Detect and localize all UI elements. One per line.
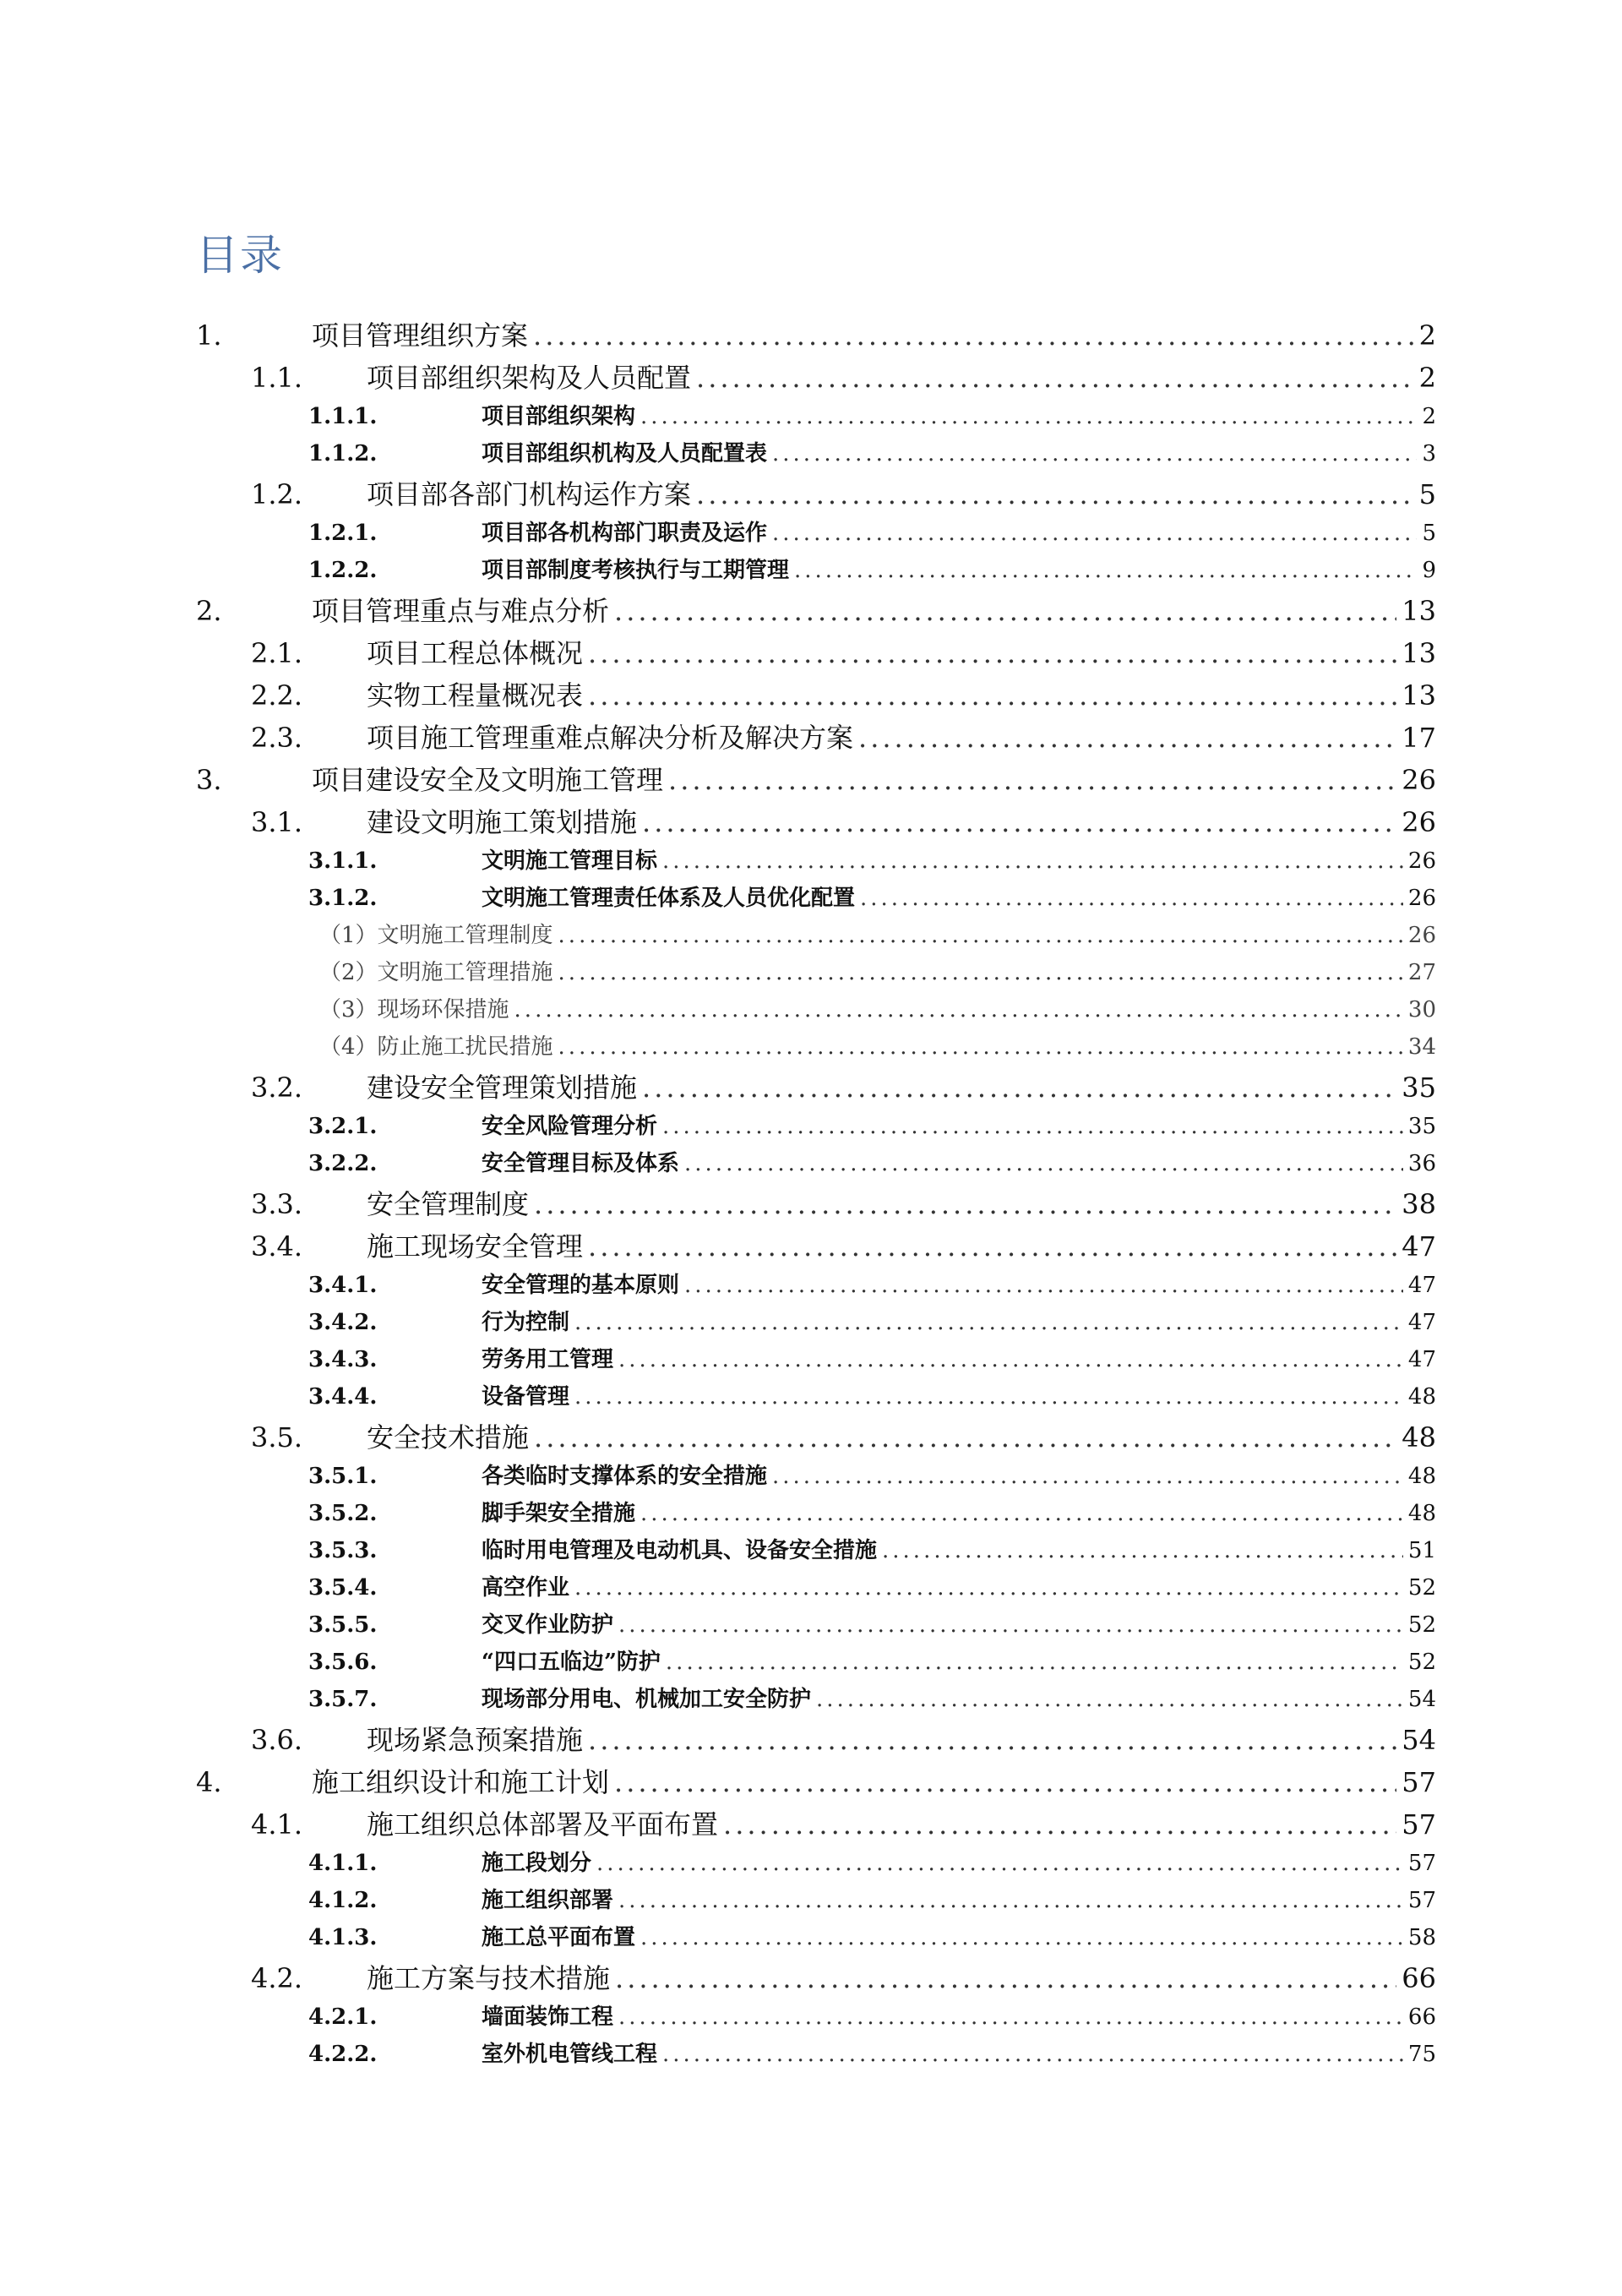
toc-entry-number: 4.	[196, 1766, 222, 1798]
toc-entry-number: 3.4.4.	[308, 1384, 378, 1410]
toc-entry-label: 安全技术措施	[367, 1421, 530, 1453]
toc-entry[interactable]	[308, 1533, 1436, 1564]
toc-entry[interactable]	[319, 992, 1436, 1023]
toc-entry-label: （1）文明施工管理制度	[319, 923, 553, 948]
dot-leader	[558, 923, 1403, 948]
toc-entry-label: 施工总平面布置	[482, 1925, 636, 1950]
toc-entry[interactable]	[308, 1570, 1436, 1601]
dot-leader	[662, 1114, 1403, 1139]
toc-entry-label: 项目管理重点与难点分析	[312, 595, 610, 627]
dot-leader	[640, 1925, 1403, 1950]
toc-entry[interactable]	[196, 314, 1436, 353]
dot-leader	[666, 1650, 1403, 1675]
toc-entry-label: 项目工程总体概况	[367, 637, 584, 669]
toc-entry[interactable]	[251, 1066, 1436, 1105]
toc-entry-number: 1.2.1.	[308, 521, 378, 546]
dot-leader	[534, 1421, 1396, 1453]
toc-entry[interactable]	[308, 436, 1436, 467]
toc-entry-number: 2.3.	[251, 722, 303, 754]
toc-entry[interactable]	[251, 1803, 1436, 1842]
toc-entry-label: 室外机电管线工程	[482, 2042, 658, 2067]
toc-entry-page-number: 35	[1402, 1072, 1436, 1104]
toc-entry-number: 3.2.2.	[308, 1151, 378, 1176]
toc-entry-label: 施工方案与技术措施	[367, 1962, 611, 1994]
toc-entry-label: 实物工程量概况表	[367, 679, 584, 712]
toc-entry[interactable]	[308, 1682, 1436, 1713]
toc-entry-number: 1.	[196, 319, 222, 352]
toc-entry[interactable]	[308, 1109, 1436, 1140]
toc-entry-number: 1.2.	[251, 478, 303, 510]
toc-entry-page-number: 2	[1422, 404, 1436, 429]
toc-entry[interactable]	[251, 1719, 1436, 1758]
toc-entry-page-number: 57	[1402, 1808, 1436, 1841]
toc-entry-number: 2.	[196, 595, 222, 627]
dot-leader	[662, 2042, 1403, 2067]
dot-leader	[558, 960, 1403, 985]
dot-leader	[558, 1034, 1403, 1060]
toc-entry-number: 3.4.2.	[308, 1310, 378, 1335]
toc-entry[interactable]	[251, 674, 1436, 713]
toc-entry[interactable]	[308, 1607, 1436, 1639]
toc-entry[interactable]	[308, 2037, 1436, 2068]
toc-entry-number: 3.4.1.	[308, 1273, 378, 1298]
dot-leader	[514, 997, 1403, 1023]
toc-entry-label: 项目建设安全及文明施工管理	[312, 764, 664, 796]
toc-title: 目录	[196, 231, 284, 280]
toc-entry-label: 项目管理组织方案	[312, 319, 529, 352]
toc-entry-number: 4.1.2.	[308, 1888, 378, 1913]
toc-entry-page-number: 66	[1407, 2004, 1436, 2030]
toc-entry-label: 文明施工管理责任体系及人员优化配置	[482, 886, 856, 911]
toc-entry-number: 3.5.	[251, 1421, 303, 1453]
toc-entry-page-number: 27	[1407, 960, 1436, 985]
toc-entry-page-number: 26	[1402, 764, 1436, 796]
toc-entry[interactable]	[308, 1846, 1436, 1877]
dot-leader	[816, 1687, 1403, 1712]
dot-leader	[588, 637, 1396, 669]
toc-entry-page-number: 75	[1407, 2042, 1436, 2067]
dot-leader	[534, 1188, 1396, 1220]
toc-entry[interactable]	[308, 1342, 1436, 1373]
toc-entry[interactable]	[251, 801, 1436, 840]
toc-entry-page-number: 5	[1422, 521, 1436, 546]
dot-leader	[860, 886, 1403, 911]
toc-entry-page-number: 47	[1402, 1230, 1436, 1263]
toc-entry-page-number: 57	[1407, 1888, 1436, 1913]
toc-entry-page-number: 57	[1407, 1851, 1436, 1876]
toc-entry[interactable]	[251, 473, 1436, 512]
toc-entry-label: 劳务用工管理	[482, 1347, 614, 1372]
toc-entry-page-number: 35	[1407, 1114, 1436, 1139]
toc-entry-page-number: 26	[1407, 923, 1436, 948]
toc-entry[interactable]	[308, 1496, 1436, 1527]
toc-entry-label: 施工组织设计和施工计划	[312, 1766, 610, 1798]
toc-entry-label: 施工组织部署	[482, 1888, 614, 1913]
dot-leader	[618, 1347, 1403, 1372]
toc-entry-page-number: 13	[1402, 679, 1436, 712]
toc-entry-page-number: 52	[1407, 1650, 1436, 1675]
dot-leader	[772, 1464, 1403, 1489]
toc-entry-label: 交叉作业防护	[482, 1612, 614, 1638]
toc-entry-label: 各类临时支撑体系的安全措施	[482, 1464, 768, 1489]
dot-leader	[684, 1273, 1403, 1298]
dot-leader	[642, 806, 1396, 838]
dot-leader	[588, 1230, 1396, 1263]
toc-entry-number: 3.5.4.	[308, 1575, 378, 1601]
dot-leader	[882, 1538, 1403, 1563]
dot-leader	[618, 1612, 1403, 1638]
toc-entry-number: 3.5.6.	[308, 1650, 378, 1675]
toc-entry-page-number: 13	[1402, 637, 1436, 669]
toc-entry-label: （2）文明施工管理措施	[319, 960, 553, 985]
toc-entry-page-number: 51	[1407, 1538, 1436, 1563]
dot-leader	[615, 1962, 1396, 1994]
toc-entry-number: 3.1.1.	[308, 848, 378, 874]
toc-entry-page-number: 47	[1407, 1310, 1436, 1335]
toc-entry-page-number: 48	[1407, 1464, 1436, 1489]
toc-entry-number: 4.1.1.	[308, 1851, 378, 1876]
toc-entry-page-number: 48	[1407, 1501, 1436, 1526]
dot-leader	[772, 521, 1417, 546]
toc-entry-page-number: 48	[1402, 1421, 1436, 1453]
toc-entry-label: 安全管理目标及体系	[482, 1151, 680, 1176]
toc-entry-page-number: 9	[1422, 558, 1436, 583]
toc-entry-label: 建设文明施工策划措施	[367, 806, 638, 838]
dot-leader	[858, 722, 1396, 754]
toc-entry-label: 高空作业	[482, 1575, 570, 1601]
dot-leader	[588, 1724, 1396, 1756]
toc-entry[interactable]	[251, 1416, 1436, 1455]
toc-entry-label: 墙面装饰工程	[482, 2004, 614, 2030]
toc-entry-number: 2.2.	[251, 679, 303, 712]
toc-entry-page-number: 3	[1422, 441, 1436, 466]
toc-entry[interactable]	[308, 515, 1436, 547]
toc-entry[interactable]	[308, 1146, 1436, 1177]
toc-entry-label: 现场紧急预案措施	[367, 1724, 584, 1756]
toc-entry-number: 4.1.	[251, 1808, 303, 1841]
toc-entry-page-number: 34	[1407, 1034, 1436, 1060]
toc-entry-page-number: 26	[1407, 886, 1436, 911]
toc-entry-page-number: 54	[1407, 1687, 1436, 1712]
toc-entry-number: 4.1.3.	[308, 1925, 378, 1950]
toc-entry[interactable]	[308, 399, 1436, 430]
toc-entry-page-number: 2	[1418, 319, 1436, 352]
toc-entry-label: “四口五临边”防护	[482, 1650, 661, 1675]
dot-leader	[640, 1501, 1403, 1526]
toc-entry-number: 3.4.	[251, 1230, 303, 1263]
toc-entry-label: 设备管理	[482, 1384, 570, 1410]
toc-entry[interactable]	[251, 1957, 1436, 1996]
toc-entry[interactable]	[319, 955, 1436, 986]
toc-entry-label: 项目部各部门机构运作方案	[367, 478, 692, 510]
toc-entry-label: 安全管理制度	[367, 1188, 530, 1220]
toc-entry-number: 3.5.2.	[308, 1501, 378, 1526]
toc-entry-number: 1.1.1.	[308, 404, 378, 429]
toc-entry[interactable]	[251, 632, 1436, 671]
toc-entry-label: 建设安全管理策划措施	[367, 1072, 638, 1104]
dot-leader	[772, 441, 1417, 466]
dot-leader	[723, 1808, 1396, 1841]
toc-entry[interactable]	[308, 1644, 1436, 1676]
toc-entry-page-number: 5	[1418, 478, 1436, 510]
dot-leader	[662, 848, 1403, 874]
toc-entry-label: 文明施工管理目标	[482, 848, 658, 874]
toc-entry[interactable]	[251, 357, 1436, 395]
toc-entry-page-number: 36	[1407, 1151, 1436, 1176]
toc-entry[interactable]	[196, 759, 1436, 798]
toc-entry[interactable]	[308, 1379, 1436, 1410]
toc-entry-label: 施工组织总体部署及平面布置	[367, 1808, 719, 1841]
toc-entry[interactable]	[196, 1761, 1436, 1800]
toc-entry[interactable]	[308, 1268, 1436, 1299]
toc-entry[interactable]	[308, 1459, 1436, 1490]
toc-entry-page-number: 52	[1407, 1575, 1436, 1601]
dot-leader	[588, 679, 1396, 712]
toc-entry-number: 3.5.7.	[308, 1687, 378, 1712]
toc-entry-number: 4.2.2.	[308, 2042, 378, 2067]
toc-entry-number: 3.6.	[251, 1724, 303, 1756]
toc-entry-page-number: 2	[1418, 362, 1436, 394]
toc-entry-label: 项目部组织架构	[482, 404, 636, 429]
toc-entry-page-number: 13	[1402, 595, 1436, 627]
toc-entry-page-number: 17	[1402, 722, 1436, 754]
toc-entry[interactable]	[308, 553, 1436, 584]
toc-entry-page-number: 57	[1402, 1766, 1436, 1798]
toc-entry-number: 3.4.3.	[308, 1347, 378, 1372]
toc-entry-page-number: 26	[1402, 806, 1436, 838]
toc-entry[interactable]	[319, 1029, 1436, 1061]
toc-entry[interactable]	[308, 1920, 1436, 1951]
toc-entry-page-number: 48	[1407, 1384, 1436, 1410]
toc-entry-number: 3.2.	[251, 1072, 303, 1104]
toc-entry-page-number: 54	[1402, 1724, 1436, 1756]
dot-leader	[640, 404, 1417, 429]
toc-entry[interactable]	[251, 1225, 1436, 1264]
toc-entry-page-number: 47	[1407, 1273, 1436, 1298]
toc-entry-label: （4）防止施工扰民措施	[319, 1034, 553, 1060]
toc-entry-number: 3.	[196, 764, 222, 796]
toc-entry-label: 施工段划分	[482, 1851, 592, 1876]
toc-entry-number: 1.1.2.	[308, 441, 378, 466]
toc-entry-number: 1.2.2.	[308, 558, 378, 583]
dot-leader	[574, 1384, 1403, 1410]
toc-entry-label: 脚手架安全措施	[482, 1501, 636, 1526]
dot-leader	[696, 362, 1414, 394]
toc-entry-number: 3.1.2.	[308, 886, 378, 911]
toc-entry[interactable]	[196, 590, 1436, 629]
toc-entry[interactable]	[319, 918, 1436, 949]
dot-leader	[618, 2004, 1403, 2030]
toc-entry-label: （3）现场环保措施	[319, 997, 509, 1023]
dot-leader	[596, 1851, 1403, 1876]
dot-leader	[668, 764, 1396, 796]
dot-leader	[614, 595, 1396, 627]
toc-entry-number: 2.1.	[251, 637, 303, 669]
toc-entry[interactable]	[251, 717, 1436, 755]
toc-entry-label: 现场部分用电、机械加工安全防护	[482, 1687, 812, 1712]
toc-entry[interactable]	[308, 1305, 1436, 1336]
dot-leader	[574, 1575, 1403, 1601]
toc-entry-label: 安全风险管理分析	[482, 1114, 658, 1139]
toc-entry-number: 4.2.	[251, 1962, 303, 1994]
toc-entry[interactable]	[251, 1183, 1436, 1222]
toc-entry-number: 3.3.	[251, 1188, 303, 1220]
toc-entry-number: 3.1.	[251, 806, 303, 838]
toc-entry-label: 项目部制度考核执行与工期管理	[482, 558, 790, 583]
dot-leader	[794, 558, 1417, 583]
dot-leader	[696, 478, 1414, 510]
toc-entry-label: 项目部组织架构及人员配置	[367, 362, 692, 394]
toc-entry-page-number: 38	[1402, 1188, 1436, 1220]
toc-entry-label: 施工现场安全管理	[367, 1230, 584, 1263]
toc-entry-label: 项目部各机构部门职责及运作	[482, 521, 768, 546]
dot-leader	[533, 319, 1414, 352]
toc-entry-label: 项目施工管理重难点解决分析及解决方案	[367, 722, 854, 754]
toc-entry-page-number: 30	[1407, 997, 1436, 1023]
toc-entry-number: 3.5.3.	[308, 1538, 378, 1563]
toc-entry-number: 3.5.5.	[308, 1612, 378, 1638]
toc-entry-number: 1.1.	[251, 362, 303, 394]
toc-entry[interactable]	[308, 1883, 1436, 1914]
toc-entry-label: 临时用电管理及电动机具、设备安全措施	[482, 1538, 878, 1563]
dot-leader	[642, 1072, 1396, 1104]
toc-entry[interactable]	[308, 1999, 1436, 2031]
dot-leader	[684, 1151, 1403, 1176]
toc-entry-label: 行为控制	[482, 1310, 570, 1335]
dot-leader	[574, 1310, 1403, 1335]
toc-entry-page-number: 66	[1402, 1962, 1436, 1994]
toc-entry[interactable]	[308, 843, 1436, 875]
toc-entry-number: 3.2.1.	[308, 1114, 378, 1139]
toc-entry-label: 项目部组织机构及人员配置表	[482, 441, 768, 466]
toc-entry-page-number: 52	[1407, 1612, 1436, 1638]
toc-entry-page-number: 47	[1407, 1347, 1436, 1372]
toc-entry[interactable]	[308, 881, 1436, 912]
toc-entry-page-number: 26	[1407, 848, 1436, 874]
dot-leader	[614, 1766, 1396, 1798]
dot-leader	[618, 1888, 1403, 1913]
toc-entry-label: 安全管理的基本原则	[482, 1273, 680, 1298]
toc-entry-number: 3.5.1.	[308, 1464, 378, 1489]
toc-entry-number: 4.2.1.	[308, 2004, 378, 2030]
toc-entry-page-number: 58	[1407, 1925, 1436, 1950]
